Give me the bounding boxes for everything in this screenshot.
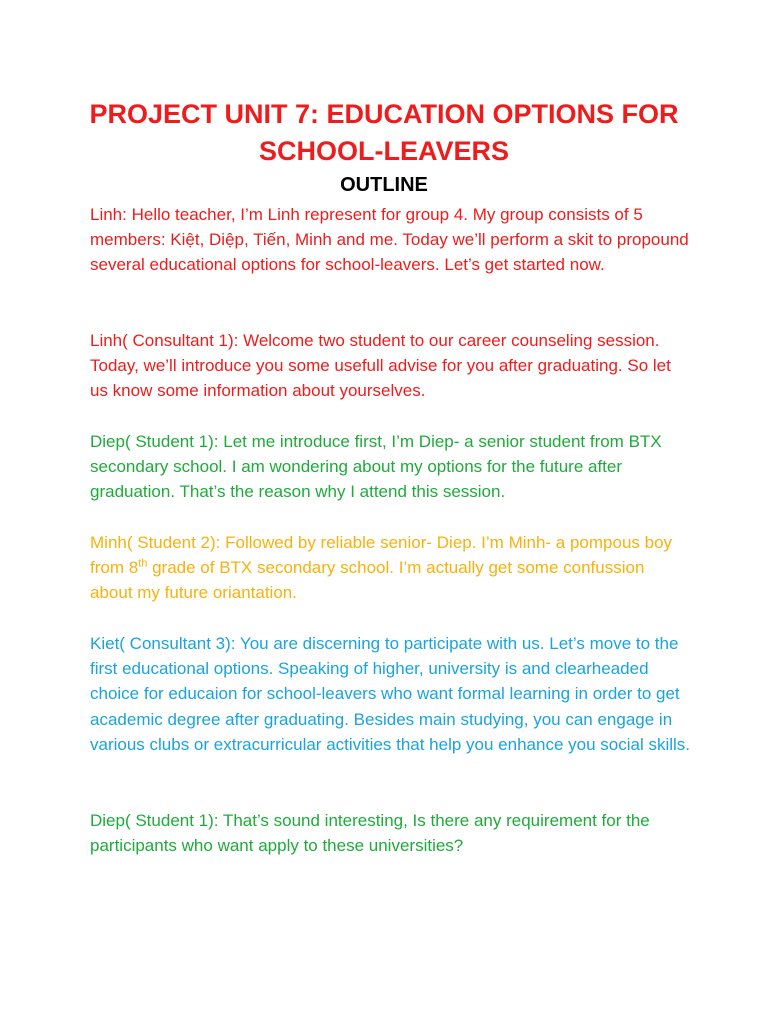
- paragraph-kiet-consultant: Kiet( Consultant 3): You are discerning to participate with us. Let’s move to the first educational options. Speaking of higher, university is and clearheaded choice for educaion for school-leavers who want formal learning in order to get academic degree after graduating. Besides main studying, you can engage in various clubs or extracurricular activities that help you enhance you social skills.: [90, 634, 690, 754]
- document-subtitle: OUTLINE: [340, 174, 428, 196]
- document-title: [0, 96, 768, 170]
- paragraph-minh-student: [90, 530, 690, 606]
- minh-text-before: Minh( Student 2): Followed by reliable senior- Diep. I’m Minh- a pompous boy from 8: [90, 533, 673, 578]
- title-line-2: SCHOOL-LEAVERS: [258, 136, 509, 166]
- paragraph-linh-consultant: Linh( Consultant 1): Welcome two student to our career counseling session. Today, we’ll introduce you some usefull advise for you after graduating. So let us know some information about yourselves.: [90, 331, 671, 401]
- paragraph-diep-question: Diep( Student 1): That’s sound interesting, Is there any requirement for the participants who want apply to these universities?: [90, 811, 650, 856]
- title-line-1: PROJECT UNIT 7: EDUCATION OPTIONS FOR: [89, 99, 679, 129]
- paragraph-linh-intro: Linh: Hello teacher, I’m Linh represent for group 4. My group consists of 5 members: Kiệt, Diệp, Tiến, Minh and me. Today we’ll perform a skit to propound several educational options for school-leavers. Let’s get started now.: [90, 205, 689, 275]
- paragraph-diep-student: Diep( Student 1): Let me introduce first, I’m Diep- a senior student from BTX secondary school. I am wondering about my options for the future after graduation. That’s the reason why I attend this session.: [90, 432, 662, 502]
- minh-text-after: grade of BTX secondary school. I’m actually get some confussion about my future oriantation.: [90, 558, 645, 603]
- minh-superscript: th: [138, 557, 148, 570]
